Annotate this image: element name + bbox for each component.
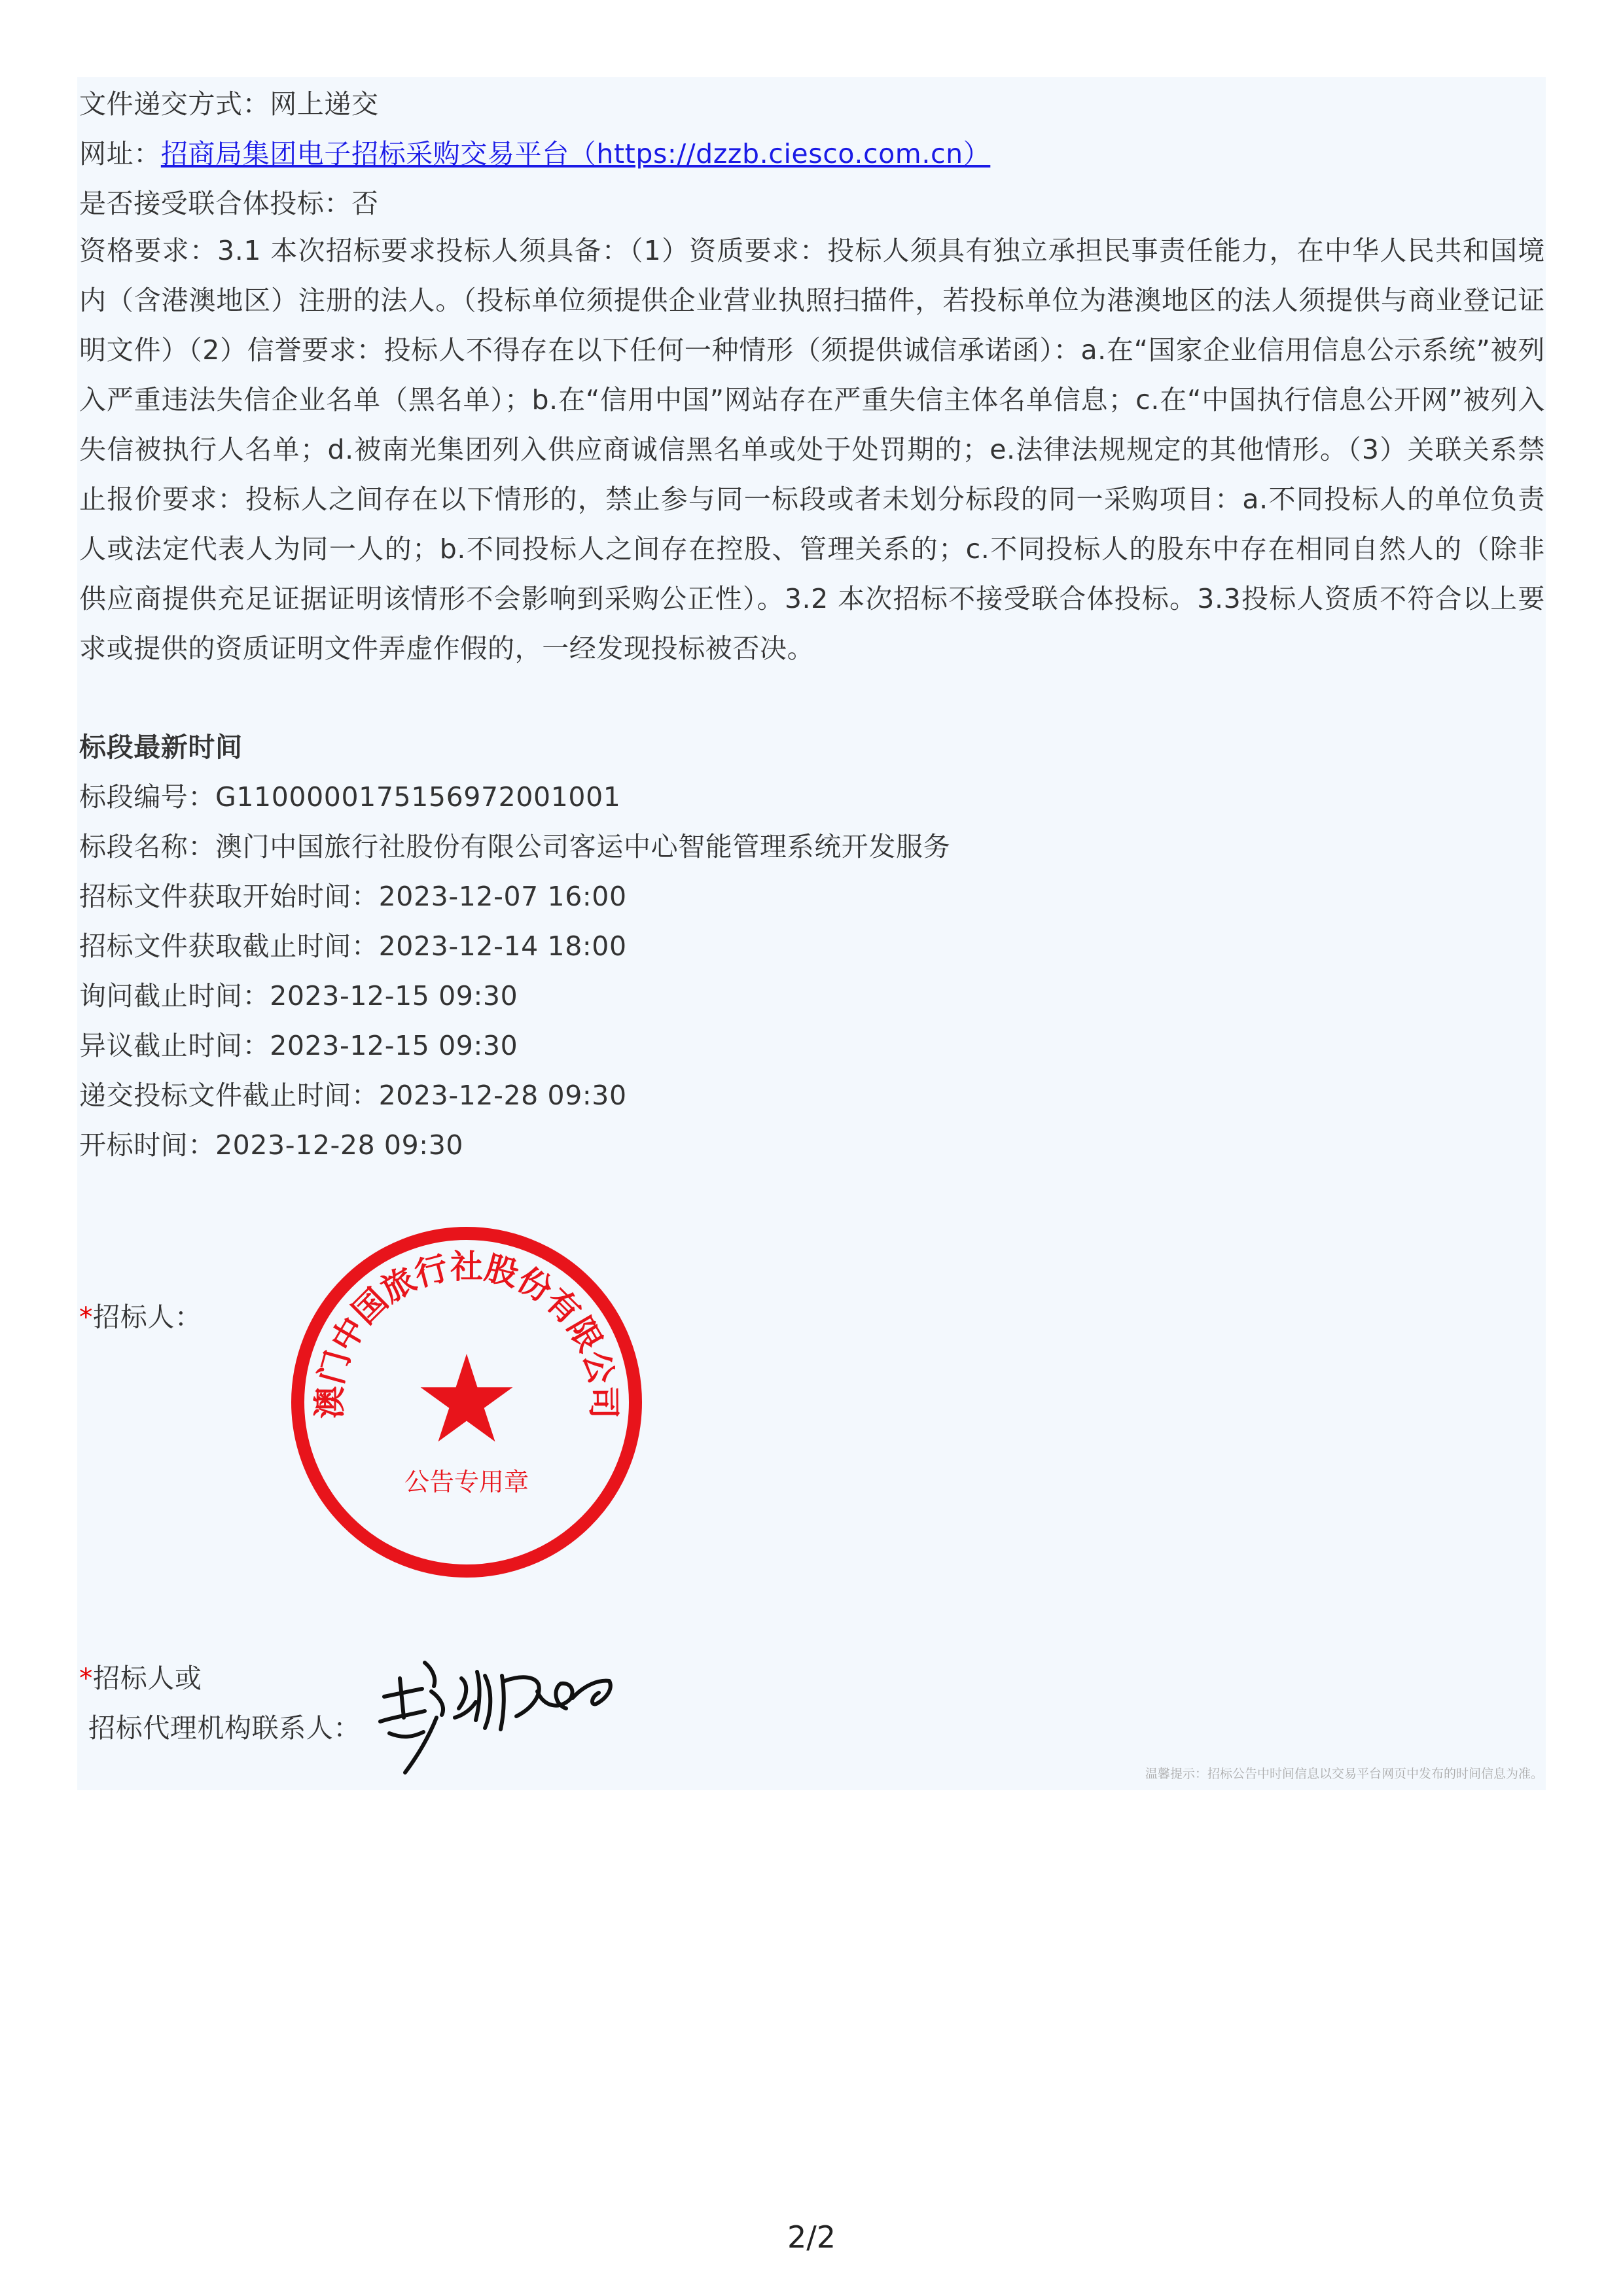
section-heading: 标段最新时间 (79, 732, 243, 763)
qualification-paragraph: 资格要求：3.1 本次招标要求投标人须具备：（1）资质要求：投标人须具有独立承担民事责任能力，在中华人民共和国境内（含港澳地区）注册的法人。（投标单位须提供企业营业执照扫描件，若投标单位为港澳地区的法人须提供与商业登记证明文件）（2）信誉要求：投标人不得存在以下任何一种情形（须提供诚信承诺函）：a.在“国家企业信用信息公示系统”被列入严重违法失信企业名单（黑名单）；b.在“信用中国”网站存在严重失信主体名单信息；c.在“中国执行信息公开网”被列入失信被执行人名单；d.被南光集团列入供应商诚信黑名单或处于处罚期的；e.法律法规规定的其他情形。（3）关联关系禁止报价要求：投标人之间存在以下情形的，禁止参与同一标段或者未划分标段的同一采购项目：a.不同投标人的单位负责人或法定代表人为同一人的；b.不同投标人之间存在控股、管理关系的；c.不同投标人的股东中存在相同自然人的（除非供应商提供充足证据证明该情形不会影响到采购公正性）。3.2 本次招标不接受联合体投标。3.3投标人资质不符合以上要求或提供的资质证明文件弄虚作假的，一经发现投标被否决。 (79, 235, 1545, 664)
handwritten-signature (376, 1652, 618, 1776)
website-line (79, 129, 990, 179)
submit-method: 文件递交方式：网上递交 (79, 88, 379, 120)
seal-caption: 公告专用章 (404, 1468, 529, 1496)
consortium-line: 是否接受联合体投标：否 (79, 188, 379, 219)
required-mark: * (79, 1301, 94, 1333)
required-mark: * (79, 1663, 94, 1694)
website-label: 网址： (79, 138, 161, 169)
objection-deadline: 异议截止时间：2023-12-15 09:30 (79, 1030, 518, 1061)
submission-deadline: 递交投标文件截止时间：2023-12-28 09:30 (79, 1080, 627, 1111)
contact-label-1: 招标人或 (93, 1663, 202, 1694)
opening-time: 开标时间：2023-12-28 09:30 (79, 1129, 464, 1161)
tenderer-label: 招标人： (93, 1301, 202, 1333)
doc-end-time: 招标文件获取截止时间：2023-12-14 18:00 (79, 930, 627, 962)
section-number: 标段编号：G1100000175156972001001 (79, 781, 621, 813)
seal-company-text: 澳门中国旅行社股份有限公司 (310, 1246, 624, 1419)
page-number: 2/2 (787, 2219, 836, 2255)
star-icon (421, 1354, 513, 1441)
platform-link[interactable]: 招商局集团电子招标采购交易平台（https://dzzb.ciesco.com.cn） (160, 138, 991, 169)
contact-line-1 (79, 1653, 202, 1703)
contact-line-2: 招标代理机构联系人： (88, 1712, 361, 1744)
inquiry-deadline: 询问截止时间：2023-12-15 09:30 (79, 980, 518, 1012)
doc-start-time: 招标文件获取开始时间：2023-12-07 16:00 (79, 881, 627, 912)
tip-note: 温馨提示：招标公告中时间信息以交易平台网页中发布的时间信息为准。 (1145, 1767, 1543, 1781)
tenderer-line (79, 1292, 202, 1342)
company-seal (290, 1226, 643, 1579)
section-name: 标段名称：澳门中国旅行社股份有限公司客运中心智能管理系统开发服务 (79, 831, 951, 862)
